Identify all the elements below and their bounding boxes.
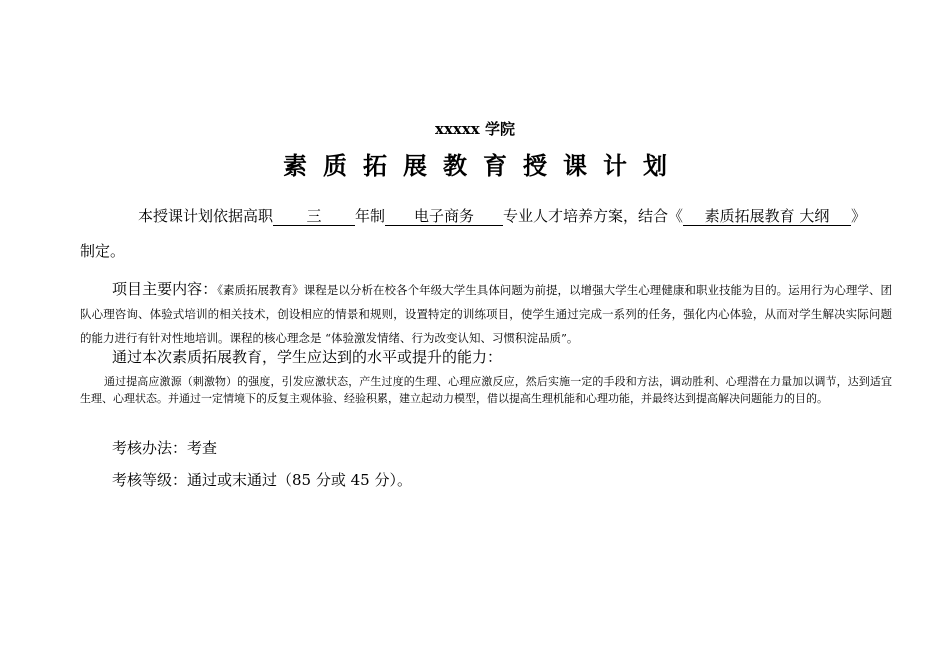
- intro-line: [138, 205, 898, 226]
- intro-line-2: 制定。: [80, 242, 126, 260]
- assessment-method: 考核办法：考查: [112, 439, 218, 457]
- intro-prefix: 本授课计划依据高职: [138, 207, 274, 225]
- intro-mid1: 年制: [355, 207, 386, 225]
- school-name: xxxxx 学院: [435, 120, 515, 138]
- ability-heading: 通过本次素质拓展教育，学生应达到的水平或提升的能力：: [112, 348, 503, 366]
- intro-suffix: 》: [851, 207, 867, 225]
- content-heading: 项目主要内容：: [112, 280, 218, 298]
- major-field: 电子商务: [385, 207, 503, 226]
- ability-body: 通过提高应激源（刺激物）的强度，引发应激状态，产生过度的生理、心理应激反应，然后实施一定的手段和方法，调动胜利、心理潜在力量加以调节，达到适宜生理、心理状态。并通过一定情境下的反复主观体验、经验积累，建立起动力模型，借以提高生理机能和心理功能，并最终达到提高解决问题能力的目的。: [80, 375, 892, 405]
- document-title: 素质拓展教育授课计划: [283, 151, 683, 180]
- content-paragraph: [80, 277, 892, 350]
- intro-mid2: 专业人才培养方案，结合《: [503, 207, 684, 225]
- years-field: 三: [273, 207, 355, 226]
- content-body: 《素质拓展教育》课程是以分析在校各个年级大学生具体问题为前提，以增强大学生心理健康和职业技能为目的。运用行为心理学、团队心理咨询、体验式培训的相关技术，创设相应的情景和规则，设置特定的训练项目，使学生通过完成一系列的任务，强化内心体验，从而对学生解决实际问题的能力进行有针对性地培训。课程的核心理念是 “体验激发情绪、行为改变认知、习惯积淀品质”。: [80, 283, 892, 345]
- assessment-level: 考核等级：通过或末通过（85 分或 45 分）。: [112, 471, 412, 489]
- outline-field: 素质拓展教育 大纲: [683, 207, 851, 226]
